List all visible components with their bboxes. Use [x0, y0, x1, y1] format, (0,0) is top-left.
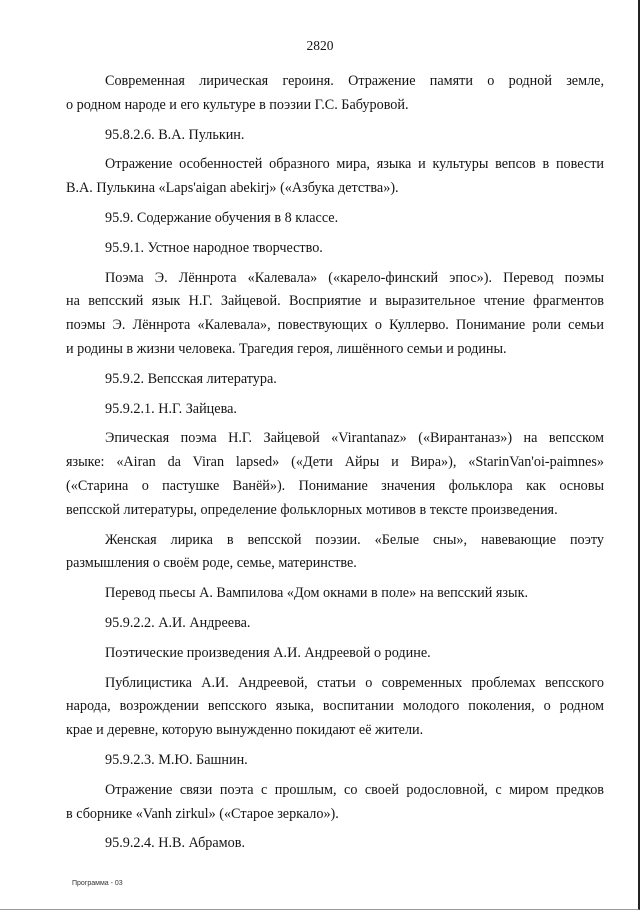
text-line: Женская лирика в вепсской поэзии. «Белые сны», навевающие поэту	[105, 531, 604, 548]
text-line: («Старина о пастушке Ванёй»). Понимание значения фольклора как основы	[66, 477, 604, 494]
page-number: 2820	[306, 38, 334, 53]
paragraph	[66, 672, 604, 743]
section-heading	[66, 368, 604, 392]
heading-text: 95.9.2.2. А.И. Андреева.	[105, 614, 251, 631]
text-line: Эпическая поэма Н.Г. Зайцевой «Virantanaz» («Вирантаназ») на вепсском	[105, 430, 604, 447]
text-line: поэмы Э. Лённрота «Калевала», повествующих о Куллерво. Понимание роли семьи	[66, 317, 604, 334]
heading-text: 95.9.2.3. М.Ю. Башнин.	[105, 751, 248, 768]
text-line: Отражение связи поэта с прошлым, со своей родословной, с миром предков	[105, 781, 604, 798]
text-line: В.А. Пулькина «Laps'aigan abekirj» («Азбука детства»).	[66, 180, 399, 197]
section-heading	[66, 612, 604, 636]
section-heading	[66, 749, 604, 773]
footer-label: Программа - 03	[72, 880, 123, 887]
text-line: вепсской литературы, определение фольклорных мотивов в тексте произведения.	[66, 501, 558, 518]
section-heading	[66, 237, 604, 261]
heading-text: 95.9.2.1. Н.Г. Зайцева.	[105, 400, 237, 417]
paragraph	[66, 70, 604, 118]
text-line: и родины в жизни человека. Трагедия героя, лишённого семьи и родины.	[66, 340, 507, 357]
text-line: Поэма Э. Лённрота «Калевала» («карело-финский эпос»). Перевод поэмы	[105, 269, 604, 286]
text-line: Современная лирическая героиня. Отражение памяти о родной земле,	[105, 73, 604, 89]
paragraph	[66, 779, 604, 827]
paragraph	[66, 529, 604, 577]
section-heading	[66, 642, 604, 666]
paragraph	[66, 427, 604, 522]
section-heading	[66, 832, 604, 856]
heading-text: 95.8.2.6. В.А. Пулькин.	[105, 126, 245, 143]
text-line: о родном народе и его культуре в поэзии Г.С. Бабуровой.	[66, 96, 409, 113]
heading-text: Поэтические произведения А.И. Андреевой о родине.	[105, 644, 431, 661]
section-heading	[66, 124, 604, 148]
heading-text: 95.9.2. Вепсская литература.	[105, 370, 277, 387]
heading-text: 95.9.2.4. Н.В. Абрамов.	[105, 835, 246, 852]
text-line: на вепсский язык Н.Г. Зайцевой. Восприятие и выразительное чтение фрагментов	[66, 293, 604, 310]
text-line: Публицистика А.И. Андреевой, статьи о современных проблемах вепсского	[105, 674, 604, 691]
text-line: в сборнике «Vanh zirkul» («Старое зеркало»).	[66, 805, 339, 822]
section-heading	[66, 398, 604, 422]
document-body	[66, 70, 604, 856]
text-line: Отражение особенностей образного мира, языка и культуры вепсов в повести	[105, 156, 604, 173]
heading-text: 95.9. Содержание обучения в 8 классе.	[105, 209, 339, 226]
text-line: языке: «Airan da Viran lapsed» («Дети Айры и Вира»), «StarinVan'oi-paimnes»	[66, 454, 604, 471]
section-heading	[66, 207, 604, 231]
text-line: крае и деревне, которую вынужденно покидают её жители.	[66, 722, 424, 739]
heading-text: 95.9.1. Устное народное творчество.	[105, 239, 323, 256]
paragraph	[66, 153, 604, 201]
text-line: народа, возрождении вепсского языка, воспитании молодого поколения, о родном	[66, 698, 604, 715]
paragraph	[66, 267, 604, 362]
section-heading	[66, 582, 604, 606]
heading-text: Перевод пьесы А. Вампилова «Дом окнами в поле» на вепсский язык.	[105, 585, 529, 602]
text-line: размышления о своём роде, семье, материнстве.	[66, 555, 357, 572]
